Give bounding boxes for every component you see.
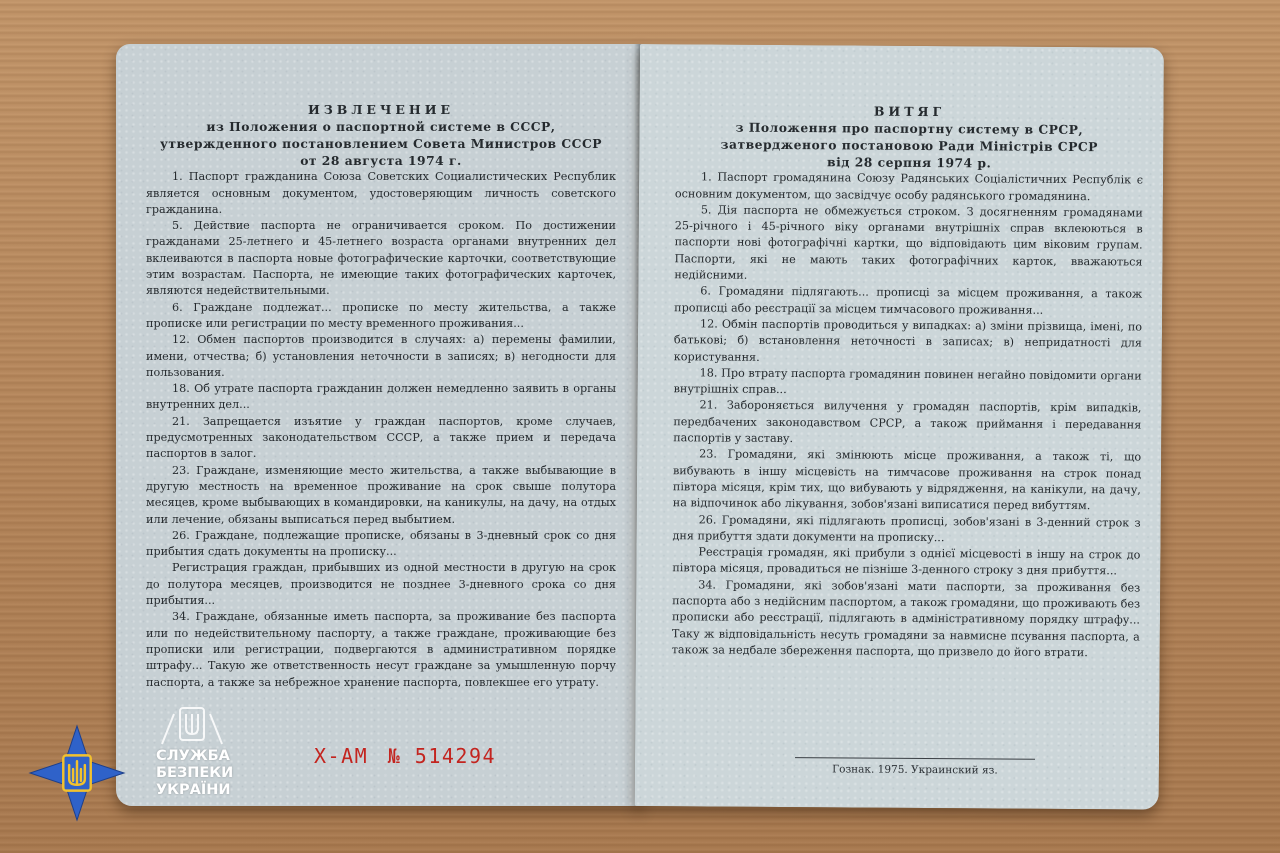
left-heading-line-3: от 28 августа 1974 г. bbox=[300, 153, 462, 169]
left-paragraph: 23. Граждане, изменяющие место жительства, а также выбывающие в другую местность на временное проживание на срок свыше полутора месяцев, кроме выбывающих в командировки, на каникулы, на дачу, на отдых или лечение, обязаны выписаться перед выбытием. bbox=[146, 463, 616, 526]
left-paragraph: 21. Запрещается изъятие у граждан паспортов, кроме случаев, предусмотренных законодательством СССР, а также прием и передача паспортов в залог. bbox=[146, 414, 616, 461]
right-paragraph: 23. Громадяни, які змінюють місце проживання, а також ті, що вибувають в іншу місцевість на тимчасове проживання на строк понад півтора місяця, крім тих, що вибувають у відрядження, на канікули, на дачу, на відпочинок або лікування, зобов'язані виписатися перед вибуттям. bbox=[672, 447, 1142, 513]
right-paragraph: 18. Про втрату паспорта громадянин повинен негайно повідомити органи внутрішніх справ... bbox=[673, 366, 1142, 397]
left-page-text bbox=[146, 102, 616, 691]
left-paragraph: 26. Граждане, подлежащие прописке, обязаны в 3-дневный срок со дня прибытия сдать документы на прописку... bbox=[146, 528, 616, 559]
watermark-line: УКРАЇНИ bbox=[156, 782, 231, 798]
right-heading-line-3: від 28 серпня 1974 р. bbox=[827, 154, 992, 171]
passport-left-page bbox=[116, 44, 642, 806]
right-paragraph: 12. Обмін паспортів проводиться у випадках: а) зміни прізвища, імені, по батькові; б) встановлення неточності в записах; в) непридатності для користування. bbox=[673, 317, 1143, 364]
left-paragraph: 5. Действие паспорта не ограничивается сроком. По достижении гражданами 25-летнего и 45-летнего возраста органами внутренних дел вклеиваются в паспорта новые фотографические карточки, соответствующие этим возрастам. Паспорта, не имеющие таких фотографических карточек, являются недействительными. bbox=[146, 219, 616, 298]
left-paragraph: 18. Об утрате паспорта гражданин должен немедленно заявить в органы внутренних дел... bbox=[146, 382, 616, 412]
footer-rule bbox=[795, 757, 1035, 760]
passport-right-page bbox=[635, 44, 1164, 810]
left-paragraph: 1. Паспорт гражданина Союза Советских Социалистических Республик является основным документом, удостоверяющим личность советского гражданина. bbox=[146, 170, 616, 216]
right-heading-line-1: з Положення про паспортну систему в СРСР, bbox=[735, 119, 1084, 138]
left-heading-line-2: утвержденного постановлением Совета Министров СССР bbox=[160, 136, 602, 152]
left-paragraph: 6. Граждане подлежат... прописке по месту жительства, а также прописке или регистрации по месту временного проживания... bbox=[146, 300, 616, 330]
serial-number: № 514294 bbox=[387, 744, 497, 768]
right-paragraph: 5. Дія паспорта не обмежується строком. З досягненням громадянами 25-річного і 45-річного віку органами внутрішніх справ вклеюються в паспорти нові фотографічні картки, що відповідають цим віковим групам. Паспорти, які не мають таких фотографічних карток, вважаються недійсними. bbox=[674, 203, 1143, 282]
right-paragraph: 1. Паспорт громадянина Союзу Радянських Соціалістичних Республік є основним документом, що засвідчує особу радянського громадянина. bbox=[674, 170, 1144, 203]
left-paragraph: 12. Обмен паспортов производится в случаях: а) перемены фамилии, имени, отчества; б) установления неточности в записях; в) негодности для пользования. bbox=[146, 333, 616, 379]
passport-serial-number bbox=[314, 744, 502, 768]
left-paragraph: Регистрация граждан, прибывших из одной местности в другую на срок до полутора месяцев, производится не позднее 3-дневного срока со дня прибытия... bbox=[146, 561, 616, 608]
printer-imprint: Гознак. 1975. Украинский яз. bbox=[832, 763, 998, 777]
watermark-line: СЛУЖБА bbox=[156, 748, 230, 764]
serial-series: Х-АМ bbox=[314, 744, 369, 768]
left-paragraph: 34. Граждане, обязанные иметь паспорта, за проживание без паспорта или по недействительному паспорту, а также граждане, проживающие без прописки или регистрации, подвергаются в административном порядке штрафу... Такую же ответственность несут граждане за умышленную порчу паспорта, а также за небрежное хранение паспорта, повлекшее его утрату. bbox=[146, 610, 616, 689]
watermark-text bbox=[156, 748, 233, 799]
right-title: ВИТЯГ bbox=[873, 103, 946, 120]
watermark-mark-icon bbox=[152, 704, 232, 748]
left-heading-line-1: из Положения о паспортной системе в СССР, bbox=[206, 119, 556, 135]
right-paragraph: 21. Забороняється вилучення у громадян паспортів, крім випадків, передбачених законодавством СРСР, а також приймання і передавання паспортів у заставу. bbox=[673, 398, 1142, 446]
sbu-emblem-icon bbox=[28, 724, 126, 822]
right-paragraph: 26. Громадяни, які підлягають прописці, зобов'язані в 3-денний строк з дня прибуття здати документи на прописку... bbox=[672, 512, 1141, 544]
right-heading-line-2: затвердженого постановою Ради Міністрів СРСР bbox=[720, 136, 1098, 155]
left-title: ИЗВЛЕЧЕНИЕ bbox=[307, 102, 455, 117]
right-page-text bbox=[672, 102, 1144, 661]
right-paragraph: Реєстрація громадян, які прибули з однієї місцевості в іншу на строк до півтора місяця, провадиться не пізніше 3-денного строку з дня прибуття... bbox=[672, 545, 1141, 578]
right-paragraph: 6. Громадяни підлягають... прописці за місцем проживання, а також прописці або реєстрації за місцем тимчасового проживання... bbox=[674, 284, 1143, 317]
watermark-line: БЕЗПЕКИ bbox=[156, 765, 234, 781]
right-paragraph: 34. Громадяни, які зобов'язані мати паспорти, за проживання без паспорта або з недійсним паспортом, а також громадяни, що проживають без прописки або реєстрації, підлягають в адміністративному порядку штрафу... Таку ж відповідальність несуть громадяни за навмисне псування паспорта, а також за недбале збереження паспорта, що призвело до його втрати. bbox=[671, 578, 1141, 660]
